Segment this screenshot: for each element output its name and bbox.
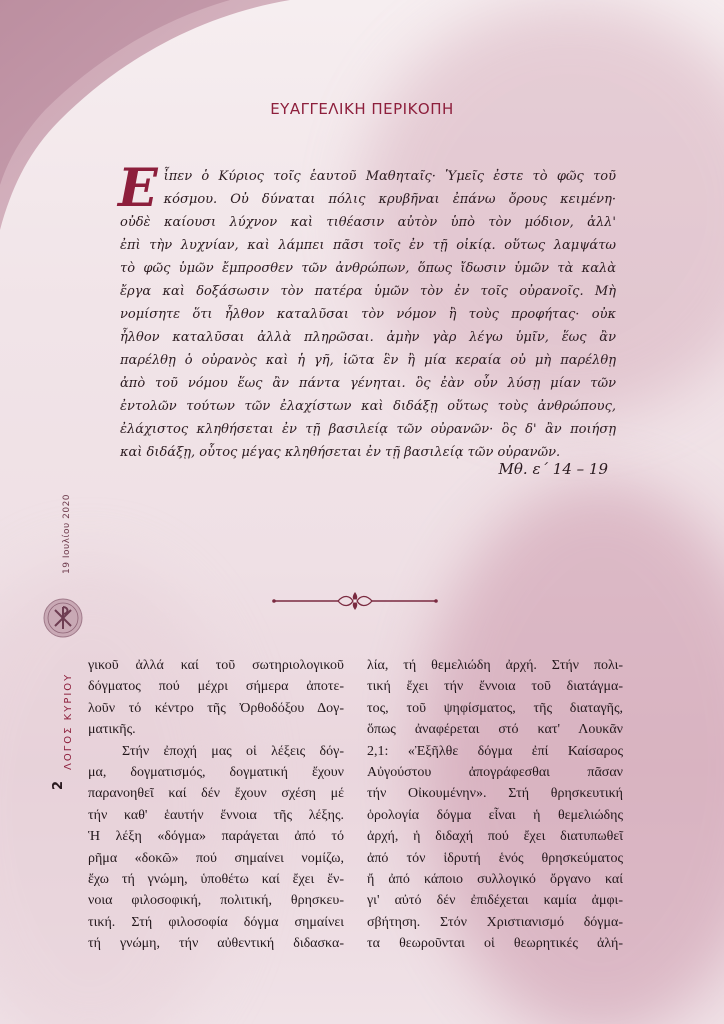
article-line: ὅπως ἀναφέρεται στό κατ' Λουκᾶν — [367, 722, 623, 738]
gospel-line: τὸ φῶς ὑμῶν ἔμπροσθεν τῶν ἀνθρώπων, ὅπως ἴδωσιν ὑμῶν τὰ καλὰ — [120, 261, 616, 276]
article-line: τική ἔχει τήν ἔννοια τοῦ διατάγμα- — [367, 679, 623, 695]
article-line: σβήτηση. Στόν Χριστιανισμό δόγμα- — [367, 914, 623, 930]
drop-cap: Ε — [118, 158, 158, 219]
article-line: λία, τή θεμελιώδη ἀρχή. Στήν πολι- — [367, 658, 623, 673]
article-line: τος, τοῦ ψηφίσματος, τῆς διαταγῆς, — [367, 700, 623, 716]
gospel-line: ἐλάχιστος κληθήσεται ἐν τῇ βασιλείᾳ τῶν οὐρανῶν· ὃς δ' ἂν ποιήσῃ — [120, 422, 616, 437]
gospel-line: ἐντολῶν τούτων τῶν ἐλαχίστων καὶ διδάξῃ οὕτως τοὺς ἀνθρώπους, — [120, 399, 616, 414]
scripture-reference: Μθ. ε΄ 14 – 19 — [498, 460, 608, 478]
article-line: τή γνώμη, τήν αὐθεντική διδασκα- — [88, 936, 344, 952]
gospel-line: νομίσητε ὅτι ἦλθον καταλῦσαι τὸν νόμον ἢ τοὺς προφήτας· οὐκ — [120, 307, 616, 322]
article-line: τήν Οἰκουμένην». Στή θρησκευτική — [367, 786, 623, 802]
article-line: ὁρολογία δόγμα εἶναι ἡ θεμελιώδης — [367, 807, 623, 823]
gospel-line: ἔργα καὶ δοξάσωσιν τὸν πατέρα ὑμῶν τὸν ἐν τοῖς οὐρανοῖς. Μὴ — [120, 284, 616, 299]
floral-divider-icon — [272, 590, 438, 612]
article-line: Στήν ἐποχή μας οἱ λέξεις δόγ- — [122, 743, 344, 759]
gospel-line: ἶπεν ὁ Κύριος τοῖς ἑαυτοῦ Μαθηταῖς· Ὑμεῖς ἐστε τὸ φῶς τοῦ — [163, 169, 616, 184]
gospel-line: ἦλθον καταλῦσαι ἀλλὰ πληρῶσαι. ἀμὴν γὰρ λέγω ὑμῖν, ἕως ἂν — [120, 330, 616, 345]
issue-date: 19 Ιουλίου 2020 — [62, 493, 72, 574]
article-line: τα θεωροῦνται οἱ θεωρητικές ἀλή- — [367, 936, 623, 952]
chi-rho-seal-icon — [43, 598, 83, 638]
article-line: ρῆμα «δοκῶ» πού σημαίνει νομίζω, — [88, 850, 344, 866]
article-line: Αὐγούστου ἀπογράφεσθαι πᾶσαν — [367, 765, 623, 781]
article-line: Ἡ λέξη «δόγμα» παράγεται ἀπό τό — [88, 829, 344, 845]
article-line: γικοῦ ἀλλά καί τοῦ σωτηριολογικοῦ — [88, 658, 344, 673]
article-line: τήν καθ' ἑαυτήν ἔννοια τῆς λέξης. — [88, 807, 344, 823]
article-column-right — [367, 655, 623, 955]
article-line: λοῦν τό κέντρο τῆς Ὀρθοδόξου Δογ- — [88, 700, 344, 716]
gospel-reading — [118, 158, 616, 464]
article-column-left — [88, 655, 344, 955]
gospel-line: καὶ διδάξῃ, οὗτος μέγας κληθήσεται ἐν τῇ βασιλείᾳ τῶν οὐρανῶν. — [120, 445, 561, 460]
article-line: ἔχω τή γνώμη, ὑποθέτω καί ἔχει ἔν- — [88, 872, 344, 888]
article-line: ἀρχή, ἡ διδαχή πού ἔχει διατυπωθεῖ — [367, 829, 623, 845]
page-number: 2 — [51, 780, 67, 791]
article-line: δόγματος πού μέχρι σήμερα ἀποτε- — [88, 679, 344, 695]
magazine-name: ΛΟΓΟΣ ΚΥΡΙΟΥ — [63, 672, 74, 770]
gospel-line: ἐπὶ τὴν λυχνίαν, καὶ λάμπει πᾶσι τοῖς ἐν τῇ οἰκίᾳ. οὕτως λαμψάτω — [120, 238, 616, 253]
gospel-line: ἀπὸ τοῦ νόμου ἕως ἂν πάντα γένηται. ὃς ἐὰν οὖν λύσῃ μίαν τῶν — [120, 376, 616, 391]
article-line: ἀπό τόν ἱδρυτή ἑνός θρησκεύματος — [367, 850, 623, 866]
gospel-line: παρέλθῃ ὁ οὐρανὸς καὶ ἡ γῆ, ἰῶτα ἓν ἢ μία κεραία οὐ μὴ παρέλθῃ — [120, 353, 616, 368]
article-line: γι' αὐτό δέν ἐπιδέχεται καμία ἀμφι- — [367, 893, 623, 909]
article-line: παρανοηθεῖ καί δέν ἔχουν σχέση μέ — [88, 786, 344, 802]
article-line: τική. Στή φιλοσοφία δόγμα σημαίνει — [88, 914, 344, 930]
gospel-line: κόσμου. Οὐ δύναται πόλις κρυβῆναι ἐπάνω ὄρους κειμένη· — [163, 192, 616, 207]
article-line: ἤ ἀπό κάποιο συλλογικό ὄργανο καί — [367, 872, 623, 888]
gospel-line: οὐδὲ καίουσι λύχνον καὶ τιθέασιν αὐτὸν ὑπὸ τὸν μόδιον, ἀλλ' — [120, 215, 616, 230]
article-line: 2,1: «Ἐξῆλθε δόγμα ἐπί Καίσαρος — [367, 743, 623, 759]
article-line: νοια φιλοσοφική, πολιτική, θρησκευ- — [88, 893, 344, 909]
page-title: ΕΥΑΓΓΕΛΙΚΗ ΠΕΡΙΚΟΠΗ — [270, 100, 454, 118]
article-line: ματικῆς. — [88, 722, 136, 738]
article-line: μα, δογματισμός, δογματική ἔχουν — [88, 765, 344, 781]
